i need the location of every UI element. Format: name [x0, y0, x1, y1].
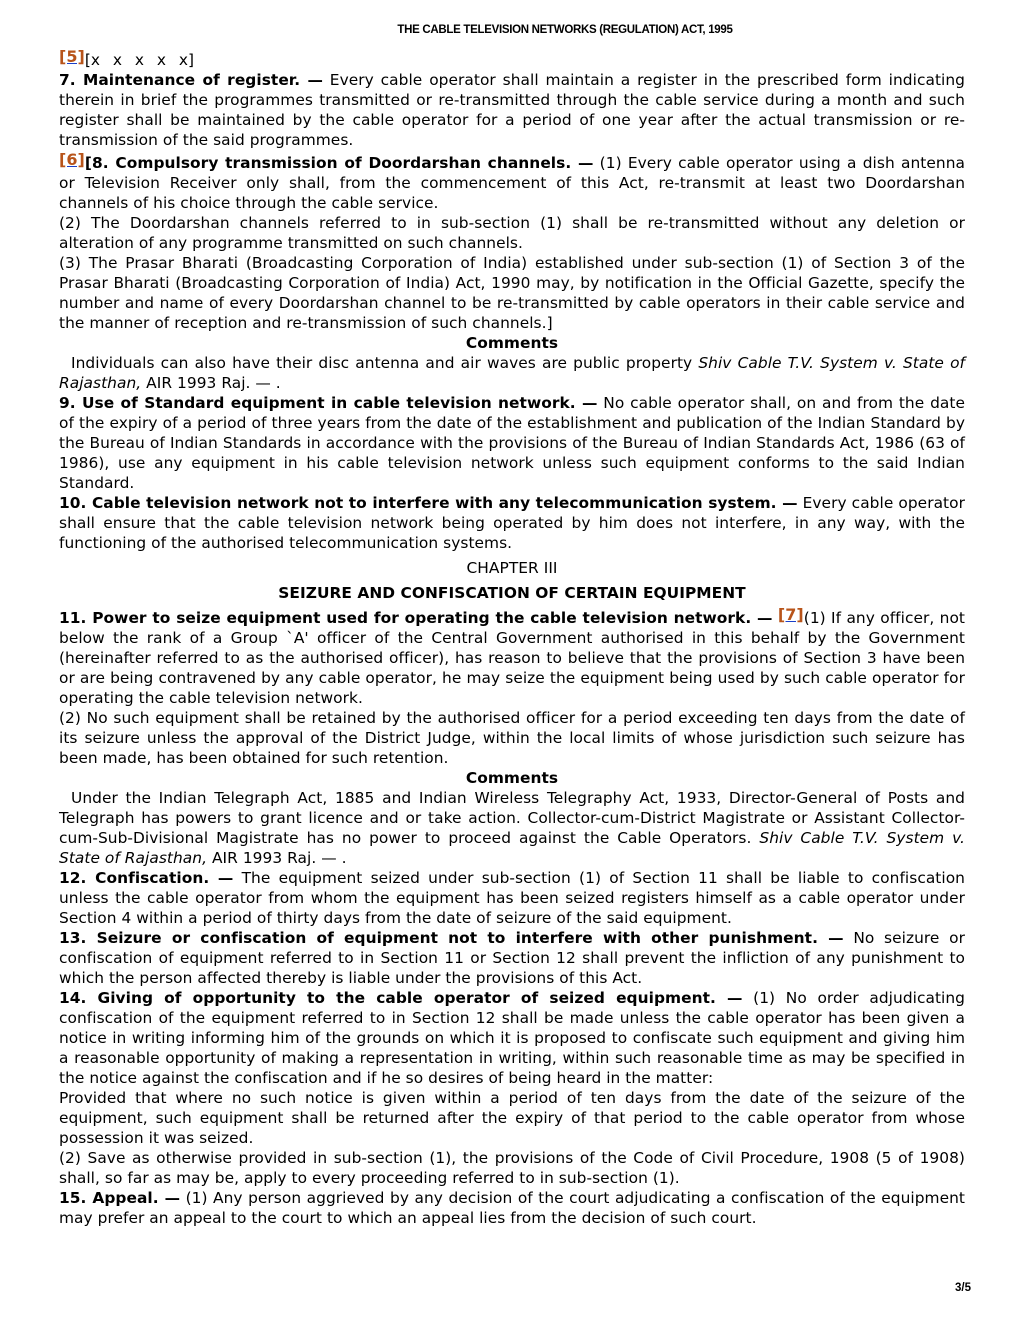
- comment-text: Individuals can also have their disc antenna and air waves are public property: [71, 354, 699, 372]
- case-citation: AIR 1993 Raj. — .: [207, 849, 347, 867]
- page-header-title: THE CABLE TELEVISION NETWORKS (REGULATION) ACT, 1995: [397, 24, 733, 36]
- chapter-title: SEIZURE AND CONFISCATION OF CERTAIN EQUIPMENT: [278, 584, 746, 602]
- comments-heading: Comments: [465, 334, 559, 352]
- chapter-label: CHAPTER III: [466, 559, 558, 577]
- section-14-subsection-1: (1) No order adjudicating confiscation of the equipment referred to in Section 12 shall be made unless the cable operator has been given a notice in writing informing him of the grounds on which it is proposed to confiscate such equipment and giving him a reasonable opportunity of making a representation in writing, within such reasonable time as may be specified in the notice against the confiscation and if he so desires of being heard in the matter:: [59, 989, 965, 1087]
- comment-text: Under the Indian Telegraph Act, 1885 and Indian Wireless Telegraphy Act, 1933, Director-General of Posts and Telegraph has powers to grant licence and or take action. Collector-cum-District Magistrate or Assistant Collector-cum-Sub-Divisional Magistrate has no power to proceed against the Cable Operators.: [59, 789, 965, 847]
- section-13-heading: 13. Seizure or confiscation of equipment not to interfere with other punishment. —: [59, 929, 844, 947]
- section-10: [59, 493, 965, 553]
- case-name: Shiv Cable T.V. System v. State of Rajasthan,: [59, 829, 965, 867]
- section-15-heading: 15. Appeal. —: [59, 1189, 181, 1207]
- section-9-body: No cable operator shall, on and from the date of the expiry of a period of three years from the date of the establishment and publication of the Indian Standard by the Bureau of Indian Standards in accordance with the provisions of the Bureau of Indian Standards Act, 1986 (63 of 1986), use any equipment in his cable television network unless such equipment conforms to the said Indian Standard.: [59, 394, 965, 492]
- section-11-heading: 11. Power to seize equipment used for operating the cable television network. —: [59, 609, 773, 627]
- section-11-comment: [59, 788, 965, 868]
- section-14-proviso: Provided that where no such notice is given within a period of ten days from the date of the seizure of the equipment, such equipment shall be returned after the expiry of that period to the cable operator from whose possession it was seized.: [59, 1089, 965, 1147]
- section-12: [59, 868, 965, 928]
- section-8-heading: [8. Compulsory transmission of Doordarshan channels. —: [84, 154, 594, 172]
- section-9: [59, 393, 965, 493]
- section-12-body: The equipment seized under sub-section (1) of Section 11 shall be liable to confiscation unless the cable operator from whom the equipment has been seized registers himself as a cable operator under Section 4 within a period of thirty days from the date of seizure of the said equipment.: [59, 869, 965, 927]
- case-citation: AIR 1993 Raj. — .: [141, 374, 281, 392]
- section-15: [59, 1188, 965, 1228]
- section-8-subsection-1: (1) Every cable operator using a dish antenna or Television Receiver only shall, from the commencement of this Act, re-transmit at least two Doordarshan channels of his choice through the cable service.: [59, 154, 965, 212]
- section-14-subsection-2: (2) Save as otherwise provided in sub-section (1), the provisions of the Code of Civil Procedure, 1908 (5 of 1908) shall, so far as may be, apply to every proceeding referred to in sub-section (1).: [59, 1149, 965, 1187]
- footnote-link-6[interactable]: [6]: [59, 150, 85, 169]
- section-8-comment: [59, 353, 965, 393]
- page-number: 3/5: [955, 1282, 971, 1294]
- omitted-text: [x x x x x]: [84, 51, 195, 69]
- section-7-body: Every cable operator shall maintain a register in the prescribed form indicating therein in brief the programmes transmitted or re-transmitted through the cable service during a month and such register shall be maintained by the cable operator for a period of one year after the actual transmission or re-transmission of the said programmes.: [59, 71, 965, 149]
- section-11: [59, 605, 966, 708]
- section-12-heading: 12. Confiscation. —: [59, 869, 234, 887]
- comments-heading: Comments: [465, 769, 559, 787]
- section-14-heading: 14. Giving of opportunity to the cable operator of seized equipment. —: [59, 989, 743, 1007]
- footnote-link-7[interactable]: [7]: [777, 605, 804, 624]
- section-7: [59, 70, 965, 150]
- case-name: Shiv Cable T.V. System v. State of Rajasthan,: [59, 354, 966, 392]
- section-8: [59, 150, 965, 213]
- section-9-heading: 9. Use of Standard equipment in cable television network. —: [59, 394, 598, 412]
- section-13: [59, 928, 965, 988]
- footnote-link-5[interactable]: [5]: [59, 47, 85, 66]
- section-10-heading: 10. Cable television network not to interfere with any telecommunication system. —: [59, 494, 798, 512]
- section-8-subsection-3: (3) The Prasar Bharati (Broadcasting Corporation of India) established under sub-section (1) of Section 3 of the Prasar Bharati (Broadcasting Corporation of India) Act, 1990 may, by notification in the Official Gazette, specify the number and name of every Doordarshan channel to be re-transmitted by cable operators in their cable service and the manner of reception and re-transmission of such channels.]: [59, 254, 965, 332]
- section-8-subsection-2: (2) The Doordarshan channels referred to in sub-section (1) shall be re-transmitted without any deletion or alteration of any programme transmitted on such channels.: [59, 214, 965, 252]
- section-13-body: No seizure or confiscation of equipment referred to in Section 11 or Section 12 shall prevent the infliction of any punishment to which the person affected thereby is liable under the provisions of this Act.: [59, 929, 965, 987]
- document-body: [59, 47, 966, 1228]
- section-11-subsection-1: (1) If any officer, not below the rank of a Group `A' officer of the Central Government authorised in this behalf by the Government (hereinafter referred to as the authorised officer), has reason to believe that the provisions of Section 3 have been or are being contravened by any cable operator, he may seize the equipment being used by such cable operator for operating the cable television network.: [59, 609, 966, 707]
- section-15-body: (1) Any person aggrieved by any decision of the court adjudicating a confiscation of the equipment may prefer an appeal to the court to which an appeal lies from the decision of such court.: [59, 1189, 965, 1227]
- section-11-subsection-2: (2) No such equipment shall be retained by the authorised officer for a period exceeding ten days from the date of its seizure unless the approval of the District Judge, within the local limits of whose jurisdiction such seizure has been made, has been obtained for such retention.: [59, 709, 965, 767]
- section-14: [59, 988, 965, 1088]
- omitted-section: [59, 47, 965, 70]
- section-10-body: Every cable operator shall ensure that the cable television network being operated by him does not interfere, in any way, with the functioning of the authorised telecommunication systems.: [59, 494, 965, 552]
- section-7-heading: 7. Maintenance of register. —: [59, 71, 323, 89]
